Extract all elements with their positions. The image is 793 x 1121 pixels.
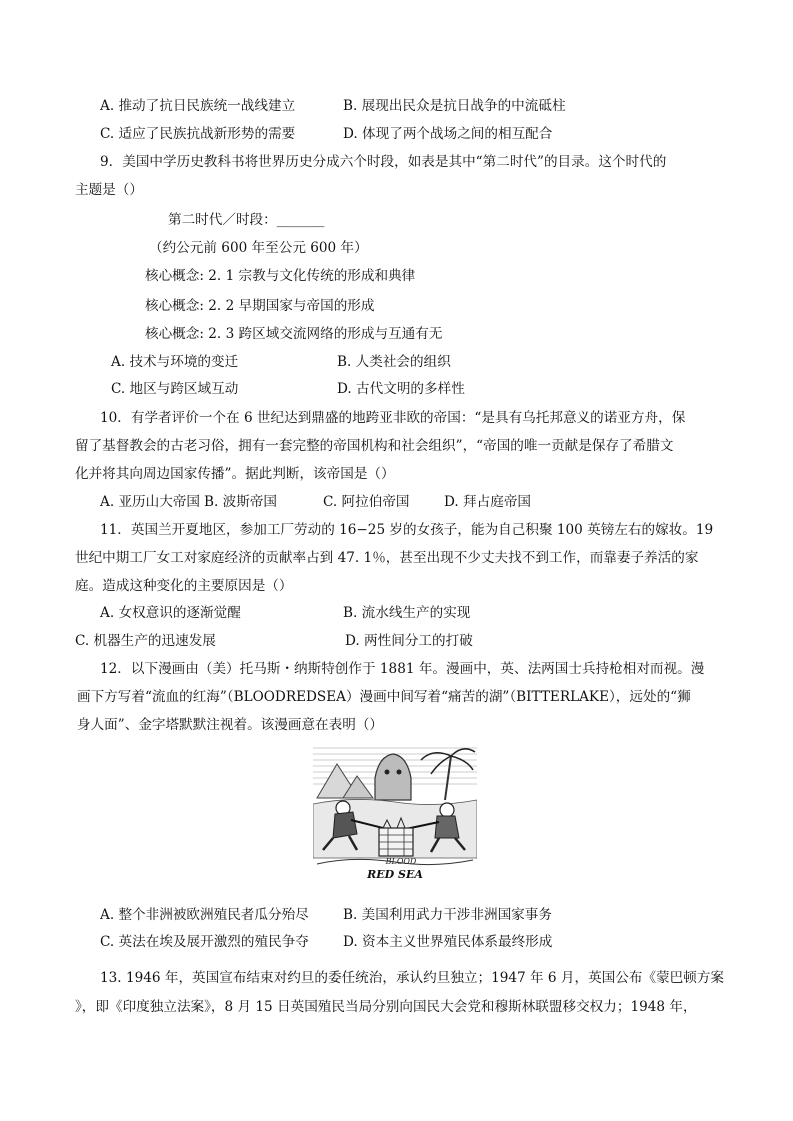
q12-option-a[interactable]: A. 整个非洲被欧洲殖民者瓜分殆尽: [100, 907, 309, 923]
sphinx-eye-left: [385, 770, 390, 775]
q11-stem-line-3: 庭。造成这种变化的主要原因是（）: [75, 578, 293, 594]
q9-concept-1: 核心概念: 2. 1 宗教与文化传统的形成和典律: [145, 268, 416, 284]
q11-stem-line-1: 11．英国兰开夏地区，参加工厂劳动的 16−25 岁的女孩子，能为自己积聚 100 英镑左右的嫁妆。19: [100, 522, 714, 538]
q12-option-b[interactable]: B. 美国利用武力干涉非洲国家事务: [343, 907, 552, 923]
q9-option-b[interactable]: B. 人类社会的组织: [337, 354, 451, 370]
q9-concept-2: 核心概念: 2. 2 早期国家与帝国的形成: [145, 298, 375, 314]
q12-option-d[interactable]: D. 资本主义世界殖民体系最终形成: [343, 934, 553, 950]
q11-stem-line-2: 世纪中期工厂女工对家庭经济的贡献率占到 47. 1％，甚至出现不少丈夫找不到工作，而靠妻子养活的家: [75, 550, 699, 566]
q8-option-b[interactable]: B. 展现出民众是抗日战争的中流砥柱: [343, 98, 566, 114]
q9-option-d[interactable]: D. 古代文明的多样性: [337, 381, 465, 397]
q9-concept-3: 核心概念: 2. 3 跨区域交流网络的形成与互通有无: [145, 326, 443, 342]
q8-option-d[interactable]: D. 体现了两个战场之间的相互配合: [343, 126, 553, 142]
q8-option-c[interactable]: C. 适应了民族抗战新形势的需要: [100, 126, 296, 142]
cartoon-caption-red-sea: RED SEA: [367, 868, 423, 881]
q9-toc-period: （约公元前 600 年至公元 600 年）: [149, 240, 368, 256]
q8-option-a[interactable]: A. 推动了抗日民族统一战线建立: [100, 98, 296, 114]
q10-stem-line-2: 留了基督教会的古老习俗，拥有一套完整的帝国机构和社会组织”，“帝国的唯一贡献是保存了希腊文: [75, 438, 674, 454]
political-cartoon-image: [313, 738, 477, 884]
q11-option-d[interactable]: D. 两性间分工的打破: [345, 633, 473, 649]
q9-option-c[interactable]: C. 地区与跨区域互动: [111, 381, 239, 397]
q9-stem-line-1: 9．美国中学历史教科书将世界历史分成六个时段，如表是其中“第二时代”的目录。这个时代的: [100, 154, 667, 170]
q10-option-b[interactable]: B. 波斯帝国: [204, 494, 278, 510]
q12-stem-line-3: 身人面”、金字塔默默注视着。该漫画意在表明（）: [77, 717, 384, 733]
q10-option-d[interactable]: D. 拜占庭帝国: [444, 494, 532, 510]
q11-option-b[interactable]: B. 流水线生产的实现: [343, 605, 471, 621]
sphinx-eye-right: [397, 770, 402, 775]
q13-stem-line-1: 13. 1946 年，英国宣布结束对约旦的委任统治，承认约旦独立；1947 年 6 月，英国公布《蒙巴顿方案: [100, 970, 725, 986]
q11-option-c[interactable]: C. 机器生产的迅速发展: [75, 633, 216, 649]
cartoon-caption-blood: BLOOD: [385, 857, 417, 866]
q12-stem-line-1: 12．以下漫画由（美）托马斯・纳斯特创作于 1881 年。漫画中，英、法两国士兵持枪相对而视。漫: [100, 661, 705, 677]
q11-option-a[interactable]: A. 女权意识的逐渐觉醒: [100, 605, 241, 621]
q10-option-c[interactable]: C. 阿拉伯帝国: [323, 494, 410, 510]
q12-option-c[interactable]: C. 英法在埃及展开激烈的殖民争夺: [100, 934, 309, 950]
q10-stem-line-1: 10．有学者评价一个在 6 世纪达到鼎盛的地跨亚非欧的帝国：“是具有乌托邦意义的诺亚方舟，保: [100, 410, 686, 426]
q13-stem-line-2: 》，即《印度独立法案》，8 月 15 日英国殖民当局分别向国民大会党和穆斯林联盟移交权力；1948 年，: [75, 999, 697, 1015]
q12-stem-line-2: 画下方写着“流血的红海”（BLOODREDSEA）漫画中间写着“痛苦的湖”（BITTERLAKE），远处的“狮: [77, 689, 691, 705]
q9-option-a[interactable]: A. 技术与环境的变迁: [111, 354, 239, 370]
q10-option-a[interactable]: A. 亚历山大帝国: [100, 494, 201, 510]
q9-toc-title: 第二时代／时段：_______: [168, 212, 325, 228]
q9-stem-line-2: 主题是（）: [75, 182, 143, 198]
q10-stem-line-3: 化并将其向周边国家传播”。据此判断，该帝国是（）: [75, 466, 395, 482]
